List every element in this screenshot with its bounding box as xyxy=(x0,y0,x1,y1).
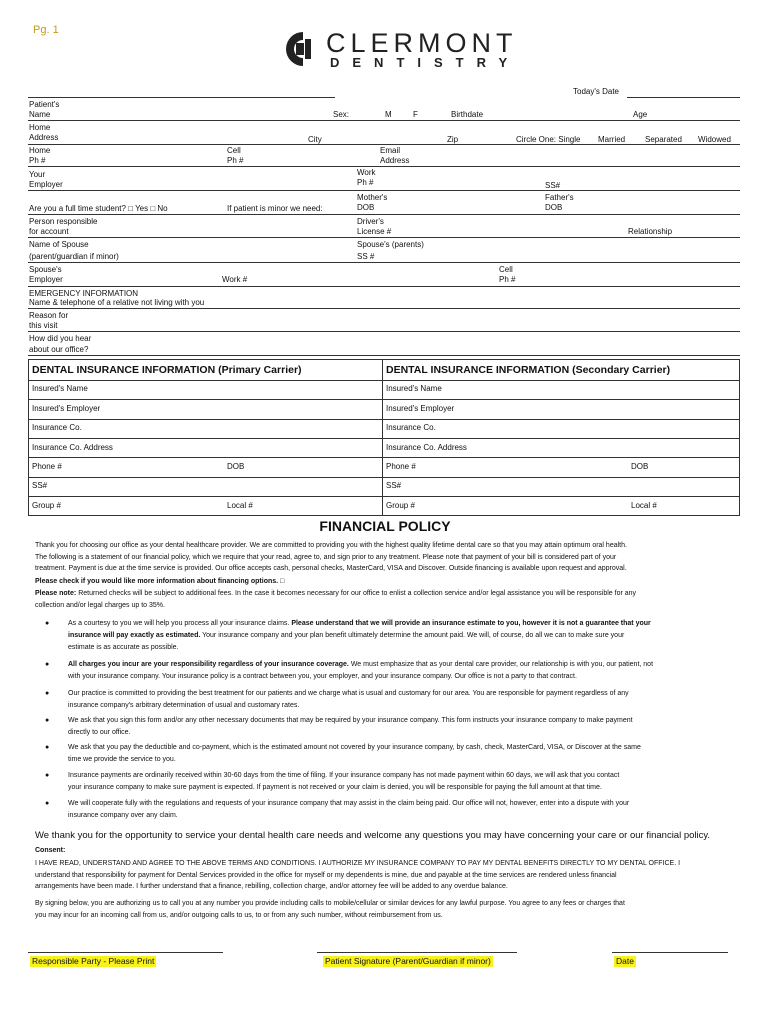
bullet: ● xyxy=(45,744,50,751)
parent-guardian-label: (parent/guardian if minor) xyxy=(29,252,119,261)
bullet-text-6: Insurance payments are ordinarily received within 30-60 days from the time of filing. If your insurance company has not made payment within 60 days, we will ask that you contact xyxy=(68,772,620,779)
consent-text-2: understand that responsibility for payment for Dental Services provided in the office for myself or my dependents is mine, due and payable at the time services are rendered unless financial xyxy=(35,872,617,879)
spouse-row-line[interactable] xyxy=(28,262,740,263)
returned-checks-note-2: collection and/or legal charges up to 35%. xyxy=(35,602,165,609)
logo-word-dentistry: DENTISTRY xyxy=(330,55,521,70)
name-of-spouse-label: Name of Spouse xyxy=(29,240,89,249)
logo-word-clermont: CLERMONT xyxy=(326,28,518,58)
how-did-you-hear-label: How did you hear xyxy=(29,334,92,343)
bullet-text-4-line2: directly to our office. xyxy=(68,729,131,736)
reason-row-line[interactable] xyxy=(28,331,740,332)
patient-signature-line[interactable] xyxy=(317,952,517,953)
primary-insureds-name-field[interactable]: Insured's Name xyxy=(32,384,88,393)
employer-row-line[interactable] xyxy=(28,190,740,191)
home-label: Home xyxy=(29,123,51,132)
work-label: Work xyxy=(357,168,376,177)
your-label: Your xyxy=(29,170,46,179)
top-divider xyxy=(28,97,335,98)
sex-m-option[interactable]: M xyxy=(385,110,392,119)
call-authorization-2: you may incur for an incoming call from us, and/or outgoing calls to us, to or from any such number, without reimbursement from us. xyxy=(35,912,443,919)
note-text: Returned checks will be subject to additional fees. In the case it becomes necessary for our office to enlist a collection service and/or legal assistance you will be responsible for any xyxy=(76,590,637,597)
bullet: ● xyxy=(45,717,50,724)
bullet: ● xyxy=(45,800,50,807)
emergency-information-heading: EMERGENCY INFORMATION xyxy=(29,289,139,298)
todays-date-label: Today's Date xyxy=(573,87,619,96)
cell-ph-label: Ph # xyxy=(227,156,244,165)
todays-date-field[interactable] xyxy=(627,97,740,98)
zip-label: Zip xyxy=(447,135,459,144)
secondary-insureds-employer-field[interactable]: Insured's Employer xyxy=(386,404,455,413)
bullet-text-7-line2: insurance company over any claim. xyxy=(68,812,178,819)
sex-f-option[interactable]: F xyxy=(413,110,418,119)
hear-row-line[interactable] xyxy=(28,355,740,356)
address-label: Address xyxy=(29,133,59,142)
patient-signature-label: Patient Signature (Parent/Guardian if minor) xyxy=(325,956,491,966)
returned-checks-note xyxy=(35,588,737,600)
bullet-text-1-line3: estimate is as accurate as possible. xyxy=(68,644,179,651)
spouse-ss-label: SS # xyxy=(357,252,375,261)
date-label: Date xyxy=(616,956,634,966)
page-label: Pg. 1 xyxy=(33,24,59,36)
primary-ss-field[interactable]: SS# xyxy=(32,481,48,490)
logo-mark-icon xyxy=(286,30,320,68)
city-label: City xyxy=(308,135,322,144)
fathers-dob-label: DOB xyxy=(545,203,563,212)
secondary-dob-field[interactable]: DOB xyxy=(631,462,649,471)
mothers-dob-label: DOB xyxy=(357,203,375,212)
birthdate-label: Birthdate xyxy=(451,110,484,119)
work-ph-label: Ph # xyxy=(357,178,374,187)
bullet-text-7: We will cooperate fully with the regulations and requests of your insurance company that may assist in the claim being paid. Our office will not, however, enter into a dispute with your xyxy=(68,800,630,807)
financing-info-checkbox[interactable]: Please check if you would like more information about financing options. □ xyxy=(35,578,285,585)
spouse-employer-row-line[interactable] xyxy=(28,286,740,287)
drivers-label: Driver's xyxy=(357,217,384,226)
married-option[interactable]: Married xyxy=(598,135,626,144)
name-row-line[interactable] xyxy=(28,120,740,121)
this-visit-label: this visit xyxy=(29,321,58,330)
thank-you-statement: We thank you for the opportunity to service your dental health care needs and welcome any questions you may have concerning your care or our financial policy. xyxy=(35,830,711,841)
home-phone-label: Home xyxy=(29,146,51,155)
cell-label: Cell xyxy=(227,146,241,155)
insurance-row-divider xyxy=(29,496,739,497)
emergency-row-line[interactable] xyxy=(28,308,740,309)
insurance-row-divider xyxy=(29,399,739,400)
primary-phone-field[interactable]: Phone # xyxy=(32,462,62,471)
consent-text-3: arrangements have been made. I further understand that a finance, rebilling, collection charge, and/or attorney fee will be added to any overdue balance. xyxy=(35,883,508,890)
bullet-text-1-line2: insurance will pay exactly as estimated. Your insurance company and your plan benefit ultimately determine the amount paid. We will, of course, do all we can to make sure your xyxy=(68,632,625,639)
circle-one-single-option[interactable]: Circle One: Single xyxy=(516,135,581,144)
employer-label: Employer xyxy=(29,180,63,189)
note-label: Please note: xyxy=(35,590,77,597)
bullet-text-3: Our practice is committed to providing the best treatment for our patients and we charge what is usual and customary for our area. You are responsible for payment regardless of any xyxy=(68,690,629,697)
clermont-dentistry-logo xyxy=(286,28,526,72)
secondary-local-field[interactable]: Local # xyxy=(631,501,657,510)
ss-label: SS# xyxy=(545,181,561,190)
bullet: ● xyxy=(45,661,50,668)
age-label: Age xyxy=(633,110,648,119)
sex-label: Sex: xyxy=(333,110,350,119)
policy-intro-1: Thank you for choosing our office as your dental healthcare provider. We are committed to providing you with the highest quality lifetime dental care so that you may attain optimum oral health. xyxy=(35,542,627,549)
policy-intro-2: The following is a statement of our financial policy, which we require that your read, agree to, and sign prior to any treatment. Please note that payment of your bill is considered part of your xyxy=(35,554,617,561)
bullet: ● xyxy=(45,690,50,697)
address-row-line[interactable] xyxy=(28,144,740,145)
bullet-text-1: As a courtesy to you we will help you process all your insurance claims. Please understand that we will provide an insurance estimate to you, however it is not a guarantee that your xyxy=(68,620,651,627)
patients-label: Patient's xyxy=(29,100,60,109)
bullet: ● xyxy=(45,620,50,627)
bullet-text-4: We ask that you sign this form and/or any other necessary documents that may be required by your insurance company. This form instructs your insurance company to make payment xyxy=(68,717,633,724)
student-row-line[interactable] xyxy=(28,214,740,215)
consent-text-1: I HAVE READ, UNDERSTAND AND AGREE TO THE ABOVE TERMS AND CONDITIONS. I AUTHORIZE MY INSURANCE COMPANY TO PAY MY DENTAL BENEFITS DIRECTLY TO MY DENTAL OFFICE. I xyxy=(35,860,681,867)
secondary-insurance-co-field[interactable]: Insurance Co. xyxy=(386,423,436,432)
secondary-ss-field[interactable]: SS# xyxy=(386,481,402,490)
bullet-text-5: We ask that you pay the deductible and co-payment, which is the estimated amount not covered by your insurance company, by cash, check, MasterCard, VISA, or Discover at the same xyxy=(68,744,641,751)
bullet-text-2-line2: with your insurance company. Your insurance policy is a contract between you, your employer, and your insurance company. Our office is not a party to that contract. xyxy=(68,673,577,680)
license-label: License # xyxy=(357,227,392,236)
if-minor-label: If patient is minor we need: xyxy=(227,204,323,213)
insurance-row-divider xyxy=(29,477,739,478)
financial-policy-title: FINANCIAL POLICY xyxy=(319,518,451,534)
primary-insureds-employer-field[interactable]: Insured's Employer xyxy=(32,404,101,413)
about-our-office-label: about our office? xyxy=(29,345,89,354)
primary-group-field[interactable]: Group # xyxy=(32,501,61,510)
bullet-text-6-line2: your insurance company to make sure payment is expected. If payment is not received or your claim is denied, you will be responsible for paying the full amount at that time. xyxy=(68,784,602,791)
primary-carrier-heading: DENTAL INSURANCE INFORMATION (Primary Carrier) xyxy=(32,364,302,376)
reason-for-label: Reason for xyxy=(29,311,69,320)
bullet-text-3-line2: insurance company's arbitrary determination of usual and customary rates. xyxy=(68,702,300,709)
name-label: Name xyxy=(29,110,51,119)
bullet-text-5-line2: time we provide the service to you. xyxy=(68,756,176,763)
date-signature-line[interactable] xyxy=(612,952,728,953)
primary-dob-field[interactable]: DOB xyxy=(227,462,245,471)
bullet-text-2: All charges you incur are your responsibility regardless of your insurance coverage. We must emphasize that as your dental care provider, our relationship is with you, our patient, not xyxy=(68,661,654,668)
primary-insurance-co-field[interactable]: Insurance Co. xyxy=(32,423,82,432)
spouse-work-label: Work # xyxy=(222,275,248,284)
insurance-row-divider xyxy=(29,380,739,381)
responsible-row-line[interactable] xyxy=(28,237,740,238)
spouse-cell-ph-label: Ph # xyxy=(499,275,516,284)
spouses-parents-label: Spouse's (parents) xyxy=(357,240,424,249)
person-responsible-label: Person responsible xyxy=(29,217,98,226)
relative-label: Name & telephone of a relative not living with you xyxy=(29,298,205,307)
responsible-party-line[interactable] xyxy=(28,952,223,953)
secondary-insureds-name-field[interactable]: Insured's Name xyxy=(386,384,442,393)
call-authorization-1: By signing below, you are authorizing us to call you at any number you provide including calls to mobile/cellular or similar devices for any lawful purpose. You agree to any fees or charges that xyxy=(35,900,625,907)
primary-local-field[interactable]: Local # xyxy=(227,501,253,510)
responsible-party-label: Responsible Party - Please Print xyxy=(32,956,155,966)
secondary-phone-field[interactable]: Phone # xyxy=(386,462,416,471)
email-address-label: Address xyxy=(380,156,410,165)
home-phone-ph-label: Ph # xyxy=(29,156,46,165)
insurance-row-divider xyxy=(29,438,739,439)
email-label: Email xyxy=(380,146,401,155)
separated-option[interactable]: Separated xyxy=(645,135,682,144)
consent-label: Consent: xyxy=(35,847,66,854)
bullet: ● xyxy=(45,772,50,779)
relationship-label: Relationship xyxy=(628,227,673,236)
secondary-insurance-address-field[interactable]: Insurance Co. Address xyxy=(386,443,467,452)
primary-insurance-address-field[interactable]: Insurance Co. Address xyxy=(32,443,113,452)
fathers-label: Father's xyxy=(545,193,574,202)
insurance-row-divider xyxy=(29,457,739,458)
spouse-employer-label: Employer xyxy=(29,275,63,284)
mothers-label: Mother's xyxy=(357,193,388,202)
phone-row-line[interactable] xyxy=(28,166,740,167)
spouses-label: Spouse's xyxy=(29,265,62,274)
insurance-row-divider xyxy=(29,419,739,420)
full-time-student-question[interactable]: Are you a full time student? □ Yes □ No xyxy=(29,204,168,213)
policy-intro-3: treatment. Payment is due at the time service is provided. Our office accepts cash, personal checks, MasterCard, VISA and Discover. Outside financing is available upon request and approval. xyxy=(35,565,627,572)
for-account-label: for account xyxy=(29,227,69,236)
secondary-carrier-heading: DENTAL INSURANCE INFORMATION (Secondary Carrier) xyxy=(386,364,671,376)
widowed-option[interactable]: Widowed xyxy=(698,135,731,144)
insurance-table xyxy=(28,359,740,516)
secondary-group-field[interactable]: Group # xyxy=(386,501,415,510)
spouse-cell-label: Cell xyxy=(499,265,513,274)
